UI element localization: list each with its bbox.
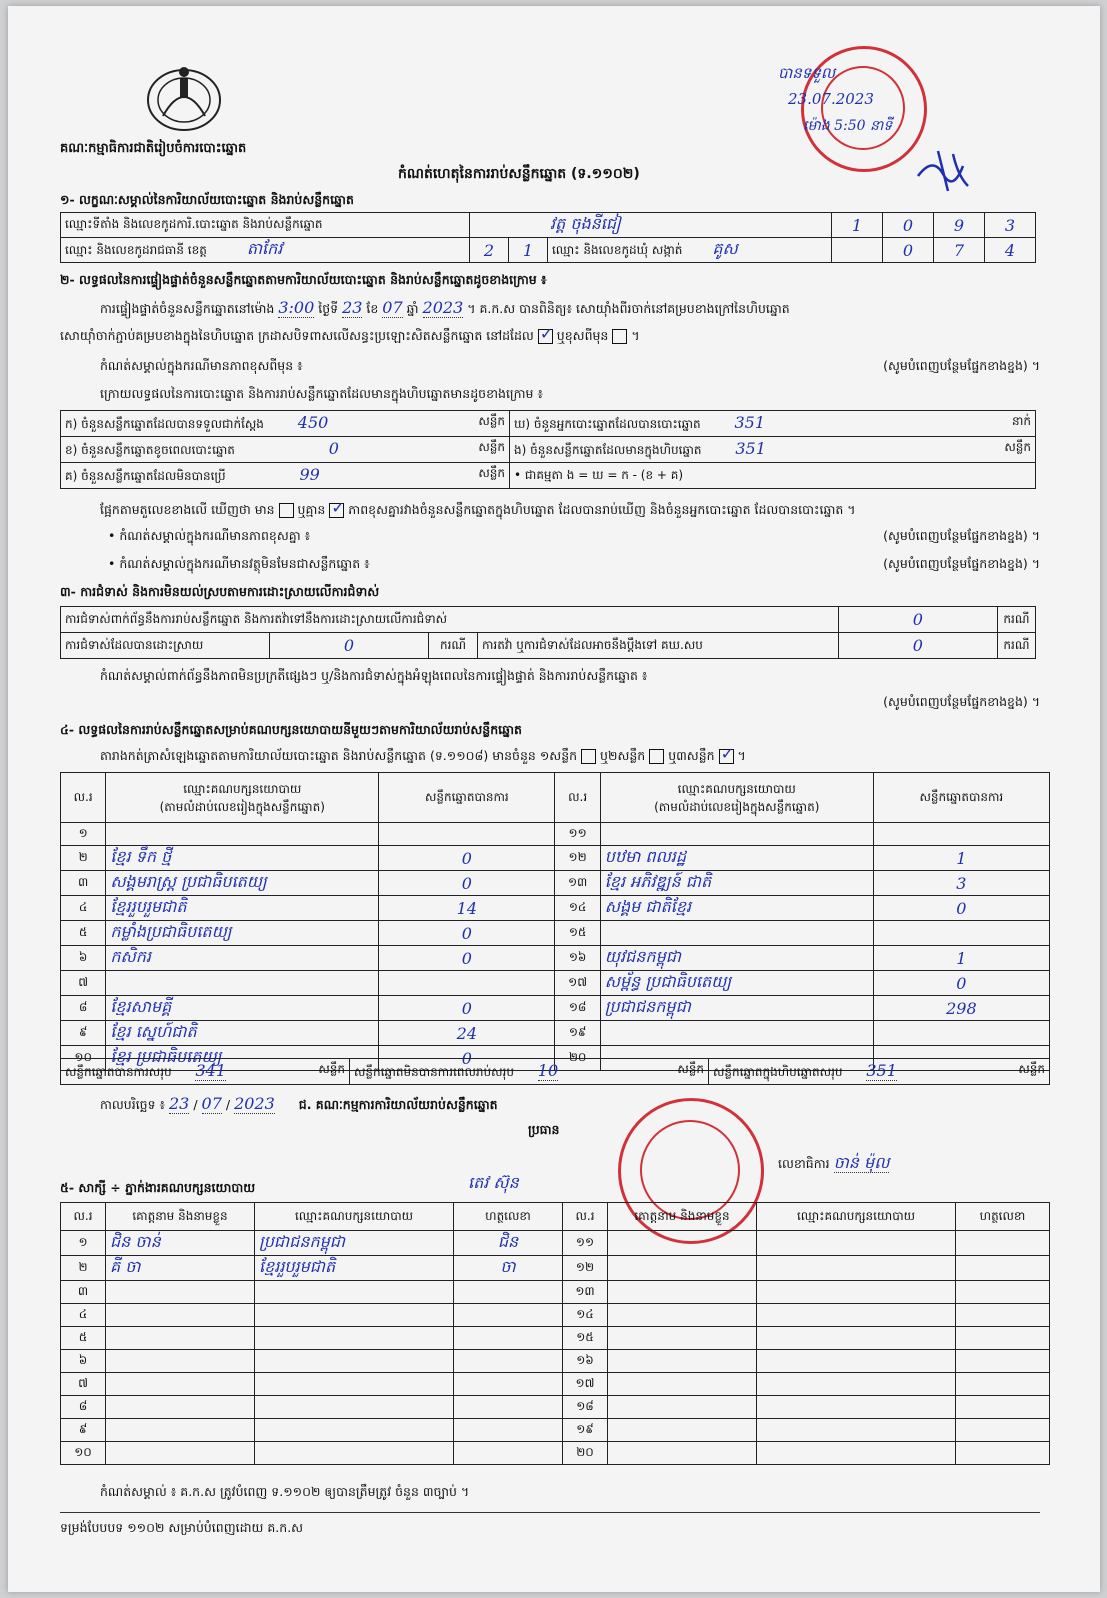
witness-no: ១១ (563, 1231, 608, 1256)
party-name: សង្គមរាស្ត្រ ប្រជាធិបតេយ្យ (106, 871, 379, 896)
table-row (61, 1231, 1050, 1256)
party-no: ១៦ (555, 946, 600, 971)
witness-no: ៩ (61, 1419, 106, 1442)
empty-cell (608, 1396, 757, 1419)
results-body (61, 823, 1050, 1071)
count-d-value: 351 (734, 413, 765, 432)
col-votes: សន្លឹកឆ្នោតបានការ (379, 773, 555, 823)
party-no: ៦ (61, 946, 106, 971)
witness-signature (454, 1419, 563, 1442)
witness-no: ៣ (61, 1281, 106, 1304)
party-votes: 3 (873, 871, 1049, 896)
witness-name: ជិន ចាន់ (106, 1231, 255, 1256)
site-code-1: 1 (832, 213, 883, 238)
receiver-signature (913, 146, 973, 194)
witness-party (255, 1281, 454, 1304)
witness-signature (454, 1373, 563, 1396)
party-no: ៩ (61, 1021, 106, 1046)
table-row (61, 921, 1050, 946)
table-row (61, 946, 1050, 971)
count-a-row: ក) ចំនួនសន្លឹកឆ្នោតដែលបានទទួលជាក់ស្តែង 450 សន្លឹក (61, 411, 510, 437)
empty-cell (608, 1373, 757, 1396)
party-name: ខ្មែរ ទឹក ថ្មី (106, 846, 379, 871)
province-value: តាកែវ (246, 239, 283, 258)
party-no: ៥ (61, 921, 106, 946)
empty-cell (956, 1419, 1050, 1442)
changed-checkbox[interactable] (612, 329, 627, 344)
footnote: កំណត់សម្គាល់ ៖ គ.ក.ស ត្រូវបំពេញ ទ.១១០២ ឲ្យបានត្រឹមត្រូវ ចំនួន ៣ច្បាប់ ។ (100, 1484, 470, 1499)
table-row (61, 1281, 1050, 1304)
committee-name: គណៈកម្មាធិការជាតិរៀបចំការបោះឆ្នោត (60, 141, 247, 156)
party-votes: 0 (379, 996, 555, 1021)
count-a-value: 450 (297, 413, 329, 432)
witness-name (106, 1373, 255, 1396)
witness-party (255, 1396, 454, 1419)
party-name: ប្រជាជនកម្ពុជា (600, 996, 873, 1021)
table-row (61, 1304, 1050, 1327)
objections-label: ការជំទាស់ពាក់ព័ន្ធនឹងការរាប់សន្លឹកឆ្នោត និងការតវ៉ាទៅនឹងការដោះស្រាយលើការជំទាស់ (61, 607, 839, 633)
table-row (61, 996, 1050, 1021)
party-name (600, 921, 873, 946)
three-sheet-checkbox[interactable] (719, 749, 734, 764)
commune-code-2: 7 (934, 238, 985, 263)
empty-cell (956, 1350, 1050, 1373)
party-no: ១៩ (555, 1021, 600, 1046)
witness-no: ១៣ (563, 1281, 608, 1304)
party-votes: 1 (873, 946, 1049, 971)
site-code-3: 9 (934, 213, 985, 238)
party-votes (873, 823, 1049, 846)
witness-signature (454, 1396, 563, 1419)
empty-cell (956, 1281, 1050, 1304)
party-no: ១៤ (555, 896, 600, 921)
resolved-value: 0 (270, 633, 429, 659)
witness-party (255, 1327, 454, 1350)
party-name: ខ្មែររួបរួមជាតិ (106, 896, 379, 921)
secretary-line: លេខាធិការ ចាន់ ម៉ុល (778, 1153, 890, 1172)
empty-cell (956, 1373, 1050, 1396)
site-value: វត្ត ចុងនីជៀ (470, 213, 832, 238)
site-code-2: 0 (883, 213, 934, 238)
empty-cell (956, 1256, 1050, 1281)
party-name: ខ្មែរ ប្រជាធិបតេយ្យ (106, 1046, 379, 1071)
witness-signature (454, 1281, 563, 1304)
commune-code-3: 4 (985, 238, 1036, 263)
irregularities-hint: (សូមបំពេញបន្ថែមផ្នែកខាងខ្នង) ។ (883, 694, 1040, 709)
table-row (61, 1442, 1050, 1465)
empty-cell (757, 1304, 956, 1327)
witness-no: ៦ (61, 1350, 106, 1373)
party-name: កសិករ (106, 946, 379, 971)
site-label: ឈ្មោះទីតាំង និងលេខកូដការិ.បោះឆ្នោត និងរាប់សន្លឹកឆ្នោត (61, 213, 470, 238)
table-row (61, 823, 1050, 846)
table-row (61, 1419, 1050, 1442)
witness-no: ១៦ (563, 1350, 608, 1373)
empty-cell (757, 1327, 956, 1350)
witness-no: ២ (61, 1256, 106, 1281)
received-date: 23.07.2023 (788, 90, 874, 108)
table-row (61, 971, 1050, 996)
party-name: ខ្មែរសាមគ្គី (106, 996, 379, 1021)
verify-month: 07 (382, 298, 403, 317)
empty-cell (956, 1442, 1050, 1465)
party-no: ១២ (555, 846, 600, 871)
commune-label: ឈ្មោះ និងលេខកូដឃុំ សង្កាត់ គូស (548, 238, 832, 263)
party-votes: 0 (873, 896, 1049, 921)
empty-cell (608, 1256, 757, 1281)
empty-cell (757, 1350, 956, 1373)
section5-title: ៥- សាក្សី ÷ ភ្នាក់ងារគណបក្សនយោបាយ (60, 1180, 256, 1195)
party-name: ខ្មែរ ស្នេហ៍ជាតិ (106, 1021, 379, 1046)
date-day: 23 (169, 1094, 190, 1113)
verify-year: 2023 (422, 298, 464, 317)
empty-cell (757, 1396, 956, 1419)
emblem-icon (143, 58, 225, 134)
party-no: ៧ (61, 971, 106, 996)
section1-title: ១- លក្ខណៈសម្គាល់នៃការិយាល័យបោះឆ្នោត និងរាប់សន្លឹកឆ្នោត (60, 192, 354, 207)
col-party: ឈ្មោះគណបក្សនយោបាយ (តាមលំដាប់លេខរៀងក្នុងសន្លឹកឆ្នោត) (106, 773, 379, 823)
count-d-row: ឃ) ចំនួនអ្នកបោះឆ្នោតដែលបានបោះឆ្នោត 351 នាក់ (510, 411, 1036, 437)
empty-cell (956, 1304, 1050, 1327)
witness-no: ២០ (563, 1442, 608, 1465)
table-row (61, 1350, 1050, 1373)
province-code-2: 1 (509, 238, 548, 263)
count-e-row: ង) ចំនួនសន្លឹកឆ្នោតដែលមានក្នុងហិបឆ្នោត 351 សន្លឹក (510, 437, 1036, 463)
unchanged-checkbox[interactable] (538, 329, 553, 344)
verify-day: 23 (342, 298, 363, 317)
party-votes: 24 (379, 1021, 555, 1046)
form-title: កំណត់ហេតុនៃការរាប់សន្លឹកឆ្នោត (ទ.១១០២) (398, 166, 640, 182)
witness-no: ៥ (61, 1327, 106, 1350)
witness-name (106, 1419, 255, 1442)
total-invalid-value: 10 (537, 1061, 559, 1080)
witness-signature (454, 1350, 563, 1373)
party-name: ខ្មែរ អភិវឌ្ឍន៍ ជាតិ (600, 871, 873, 896)
section1-table (60, 212, 1036, 263)
count-c-value: 99 (299, 465, 320, 484)
party-votes: 0 (379, 871, 555, 896)
counts-table (60, 410, 1036, 489)
province-label: ឈ្មោះ និងលេខកូដរាជធានី ខេត្ត តាកែវ (61, 238, 470, 263)
witness-signature: ចា (454, 1256, 563, 1281)
section2-title: ២- លទ្ធផលនៃការផ្ទៀងផ្ទាត់ចំនួនសន្លឹកឆ្នោតតាមការិយាល័យបោះឆ្នោត និងរាប់សន្លឹកឆ្នោតដូចខាងក្រោម ៖ (60, 272, 547, 287)
witness-no: ១២ (563, 1256, 608, 1281)
empty-cell (757, 1256, 956, 1281)
party-votes: 0 (379, 921, 555, 946)
date-line: កាលបរិច្ឆេទ ៖ 23 / 07 / 2023 ជ. គណៈកម្មការការិយាល័យរាប់សន្លឹកឆ្នោត (100, 1094, 498, 1113)
appeal-label: ការតវ៉ា ឬការជំទាស់ដែលអាចនឹងប្តឹងទៅ គឃ.សប (478, 633, 839, 659)
witness-name (106, 1281, 255, 1304)
table-row (61, 896, 1050, 921)
total-valid: សន្លឹកឆ្នោតបានការសរុប 341 សន្លឹក (61, 1059, 350, 1085)
col-no: ល.រ (61, 773, 106, 823)
witness-no: ១០ (61, 1442, 106, 1465)
sheets-line: តារាងកត់ត្រាសំឡេងឆ្នោតតាមការិយាល័យបោះឆ្នោត និងរាប់សន្លឹកឆ្នោត (ទ.១១០៨) មានចំនួន ១សន្លឹក ឬ២សន្លឹក ឬ៣សន្លឹក ✓ ។ (100, 748, 746, 767)
table-row (61, 1021, 1050, 1046)
count-b-value: 0 (328, 439, 339, 458)
empty-cell (608, 1304, 757, 1327)
witness-name (106, 1442, 255, 1465)
footer-divider (60, 1512, 1040, 1513)
party-name (600, 1021, 873, 1046)
party-no: ១ (61, 823, 106, 846)
witness-table: ល.រ គោត្តនាម និងនាមខ្លួន ឈ្មោះគណបក្សនយោបាយ ហត្ថលេខា ល.រ គោត្តនាម និងនាមខ្លួន ឈ្មោះគណបក្សនយោបាយ ហត្ថលេខា ១ ជិន ចាន់ ប្រជាជនកម្ពុជា ជិន ១១ ២ គី ចា ខ្មែររួបរួមជាតិ ចា ១២ ៣ ១៣ ៤ ១៤ ៥ ១៥ ៦ ១៦ ៧ ១៧ ៨ ១៨ ៩ ១៩ ១០ ២០ (60, 1202, 1050, 1465)
two-sheet-checkbox[interactable] (649, 749, 664, 764)
witness-no: ១៥ (563, 1327, 608, 1350)
witness-no: ១៧ (563, 1373, 608, 1396)
date-year: 2023 (234, 1094, 275, 1113)
site-code-4: 3 (985, 213, 1036, 238)
party-name (106, 823, 379, 846)
witness-signature (454, 1327, 563, 1350)
count-b-row: ខ) ចំនួនសន្លឹកឆ្នោតខូចពេលបោះឆ្នោត 0 សន្លឹក (61, 437, 510, 463)
total-box: សន្លឹកឆ្នោតក្នុងហិបឆ្នោតសរុប 351 សន្លឹក (709, 1059, 1050, 1085)
party-name: បឋមា ពលរដ្ឋ (600, 846, 873, 871)
section2-para3: ក្រោយលទ្ធផលនៃការបោះឆ្នោត និងការរាប់សន្លឹកឆ្នោតដែលមានក្នុងហិបឆ្នោតមានដូចខាងក្រោម ៖ (100, 386, 543, 401)
commune-code-1: 0 (883, 238, 934, 263)
empty-cell (608, 1281, 757, 1304)
witness-no: ១៨ (563, 1396, 608, 1419)
party-votes: 0 (873, 971, 1049, 996)
verify-time: 3:00 (278, 298, 315, 317)
section2-para2: សោយ៉ាំចាក់ភ្ជាប់គម្របខាងក្នុងនៃហិបឆ្នោត ក្រដាសបិទពាសលើសន្ធះប្រឡោះសិតសន្លឹកឆ្នោត នៅដដែល ✓ ឬខុសពីមុន ។ (60, 328, 640, 347)
party-votes (379, 823, 555, 846)
section4-title: ៤- លទ្ធផលនៃការរាប់សន្លឹកឆ្នោតសម្រាប់គណបក្សនយោបាយនីមួយៗតាមការិយាល័យរាប់សន្លឹកឆ្នោត (60, 722, 522, 737)
note-diff-hint: (សូមបំពេញបន្ថែមផ្នែកខាងខ្នង) ។ (883, 358, 1040, 373)
witness-no: ១ (61, 1231, 106, 1256)
witness-signature: ជិន (454, 1231, 563, 1256)
party-name (600, 823, 873, 846)
witness-signature (454, 1304, 563, 1327)
commune-value: គូស (712, 239, 738, 258)
table-row (61, 1256, 1050, 1281)
has-diff-checkbox[interactable] (279, 503, 294, 518)
witness-name: គី ចា (106, 1256, 255, 1281)
witness-party: ខ្មែររួបរួមជាតិ (255, 1256, 454, 1281)
empty-cell (608, 1419, 757, 1442)
total-invalid: សន្លឹកឆ្នោតមិនបានការពេលរាប់សរុប 10 សន្លឹក (350, 1059, 709, 1085)
party-name: កម្លាំងប្រជាធិបតេយ្យ (106, 921, 379, 946)
note-diff-label: កំណត់សម្គាល់ក្នុងករណីមានភាពខុសពីមុន ៖ (100, 358, 303, 373)
empty-cell (757, 1373, 956, 1396)
bullet1-line: • កំណត់សម្គាល់ក្នុងករណីមានភាពខុសគ្នា ៖ (សូមបំពេញបន្ថែមផ្នែកខាងខ្នង) ។ (108, 528, 1040, 543)
witness-no: ១៤ (563, 1304, 608, 1327)
irregularities-note: កំណត់សម្គាល់ពាក់ព័ន្ធនឹងភាពមិនប្រក្រតីផ្សេងៗ ឬ/និងការជំទាស់ក្នុងអំឡុងពេលនៃការផ្ទៀងផ្ទាត់ និងការរាប់សន្លឹកឆ្នោត ៖ (100, 668, 648, 683)
party-votes (873, 921, 1049, 946)
party-no: ៣ (61, 871, 106, 896)
party-votes (379, 971, 555, 996)
appeal-value: 0 (838, 633, 997, 659)
objections-table: ការជំទាស់ពាក់ព័ន្ធនឹងការរាប់សន្លឹកឆ្នោត និងការតវ៉ាទៅនឹងការដោះស្រាយលើការជំទាស់ 0 ករណី ការជំទាស់ដែលបានដោះស្រាយ 0 ករណី ការតវ៉ា ឬការជំទាស់ដែលអាចនឹងប្តឹងទៅ គឃ.សប 0 ករណី (60, 606, 1036, 659)
count-c-row: គ) ចំនួនសន្លឹកឆ្នោតដែលមិនបានប្រើ 99 សន្លឹក (61, 463, 510, 489)
objections-value: 0 (838, 607, 997, 633)
note-diff-line (100, 358, 1040, 377)
secretary-signature: ចាន់ ម៉ុល (833, 1153, 890, 1172)
party-no: ២០ (555, 1046, 600, 1071)
party-name: យុវជនកម្ពុជា (600, 946, 873, 971)
empty-cell (757, 1419, 956, 1442)
party-no: ៨ (61, 996, 106, 1021)
witness-name (106, 1396, 255, 1419)
party-name (106, 971, 379, 996)
party-votes: 1 (873, 846, 1049, 871)
chair-signature: តេវ ស៊ុន (468, 1173, 519, 1192)
table-row (61, 846, 1050, 871)
empty-cell (608, 1231, 757, 1256)
footer-text: ទម្រង់បែបបទ ១១០២ សម្រាប់បំពេញដោយ គ.ក.ស (60, 1520, 304, 1535)
party-no: ១៥ (555, 921, 600, 946)
witness-party (255, 1419, 454, 1442)
party-no: ១៧ (555, 971, 600, 996)
table-row (61, 1396, 1050, 1419)
witness-signature (454, 1442, 563, 1465)
witness-no: ៨ (61, 1396, 106, 1419)
empty-cell (956, 1231, 1050, 1256)
totals-table (60, 1058, 1050, 1085)
section2-para4: ផ្អែកតាមតួលេខខាងលើ ឃើញថា មាន ឬគ្មាន ✓ ភាពខុសគ្នារវាងចំនួនសន្លឹកឆ្នោតក្នុងហិបឆ្នោត ដែលបានរាប់ឃើញ និងចំនួនអ្នកបោះឆ្នោត ដែលបានបោះឆ្នោត ។ (100, 502, 856, 521)
no-diff-checkbox[interactable] (329, 503, 344, 518)
witness-no: ៧ (61, 1373, 106, 1396)
witness-name (106, 1350, 255, 1373)
table-row (61, 871, 1050, 896)
section3-title: ៣- ការជំទាស់ និងការមិនយល់ស្របតាមការដោះស្រាយលើការជំទាស់ (60, 584, 380, 599)
party-votes: 0 (379, 846, 555, 871)
party-votes: 298 (873, 996, 1049, 1021)
empty-cell (608, 1350, 757, 1373)
party-votes: 0 (379, 1046, 555, 1071)
party-no: ១១ (555, 823, 600, 846)
empty-cell (757, 1442, 956, 1465)
party-votes: 14 (379, 896, 555, 921)
bullet2-line: • កំណត់សម្គាល់ក្នុងករណីមានវត្ថុមិនមែនជាសន្លឹកឆ្នោត ៖ (សូមបំពេញបន្ថែមផ្នែកខាងខ្នង) ។ (108, 556, 1040, 571)
witness-party (255, 1373, 454, 1396)
party-no: ១៨ (555, 996, 600, 1021)
resolved-label: ការជំទាស់ដែលបានដោះស្រាយ (61, 633, 270, 659)
party-name: សម្ព័ន្ធ ប្រជាធិបតេយ្យ (600, 971, 873, 996)
party-name: សង្គម ជាតិខ្មែរ (600, 896, 873, 921)
witness-no: ៤ (61, 1304, 106, 1327)
empty-cell (757, 1231, 956, 1256)
witness-party (255, 1442, 454, 1465)
witness-party (255, 1350, 454, 1373)
received-time: ម៉ោង 5:50 នាទី (803, 118, 893, 134)
witness-body (61, 1231, 1050, 1465)
witness-no: ១៩ (563, 1419, 608, 1442)
party-no: ១០ (61, 1046, 106, 1071)
empty-cell (956, 1396, 1050, 1419)
witness-name (106, 1304, 255, 1327)
received-label: បានទទួល (778, 64, 836, 82)
empty-cell (757, 1281, 956, 1304)
witness-party (255, 1304, 454, 1327)
table-row (61, 1327, 1050, 1350)
witness-party: ប្រជាជនកម្ពុជា (255, 1231, 454, 1256)
table-row (61, 1373, 1050, 1396)
party-no: ២ (61, 846, 106, 871)
party-votes (873, 1021, 1049, 1046)
empty-cell (608, 1327, 757, 1350)
party-votes: 0 (379, 946, 555, 971)
witness-name (106, 1327, 255, 1350)
empty-cell (608, 1442, 757, 1465)
formula: • ជាគម្មតា ង = ឃ = ក - (ខ + គ) (510, 463, 1036, 489)
results-table: ល.រ ឈ្មោះគណបក្សនយោបាយ (តាមលំដាប់លេខរៀងក្នុងសន្លឹកឆ្នោត) សន្លឹកឆ្នោតបានការ ល.រ ឈ្មោះគណបក្សនយោបាយ (តាមលំដាប់លេខរៀងក្នុងសន្លឹកឆ្នោត) សន្លឹកឆ្នោតបានការ ១ ១១ ២ ខ្មែរ ទឹក ថ្មី 0 ១២ បឋមា ពលរដ្ឋ 1 ៣ សង្គមរាស្ត្រ ប្រជាធិបតេយ្យ 0 ១៣ ខ្មែរ អភិវឌ្ឍន៍ ជាតិ 3 ៤ ខ្មែររួបរួមជាតិ 14 ១៤ សង្គម ជាតិខ្មែរ 0 ៥ កម្លាំងប្រជាធិបតេយ្យ 0 ១៥ ៦ កសិករ 0 ១៦ យុវជនកម្ពុជា 1 ៧ ១៧ សម្ព័ន្ធ ប្រជាធិបតេយ្យ 0 ៨ ខ្មែរសាមគ្គី 0 ១៨ ប្រជាជនកម្ពុជា 298 ៩ ខ្មែរ ស្នេហ៍ជាតិ 24 ១៩ ១០ ខ្មែរ ប្រជាធិបតេយ្យ 0 ២០ (60, 772, 1050, 1071)
party-no: ១៣ (555, 871, 600, 896)
total-valid-value: 341 (195, 1061, 227, 1080)
one-sheet-checkbox[interactable] (581, 749, 596, 764)
section2-para1: ការផ្ទៀងផ្ទាត់ចំនួនសន្លឹកឆ្នោតនៅម៉ោង 3:00 ថ្ងៃទី 23 ខែ 07 ឆ្នាំ 2023 ។ គ.ក.ស បានពិនិត្យ៖ សោយ៉ាំងពីរចាក់នៅគម្របខាងក្រៅនៃហិបឆ្នោត (100, 298, 790, 317)
count-e-value: 351 (735, 439, 766, 458)
province-code-1: 2 (470, 238, 509, 263)
empty-cell (956, 1327, 1050, 1350)
party-no: ៤ (61, 896, 106, 921)
chair-label: ប្រធាន (528, 1122, 560, 1137)
form-sheet (8, 6, 1100, 1592)
total-box-value: 351 (866, 1061, 897, 1080)
date-month: 07 (201, 1094, 222, 1113)
